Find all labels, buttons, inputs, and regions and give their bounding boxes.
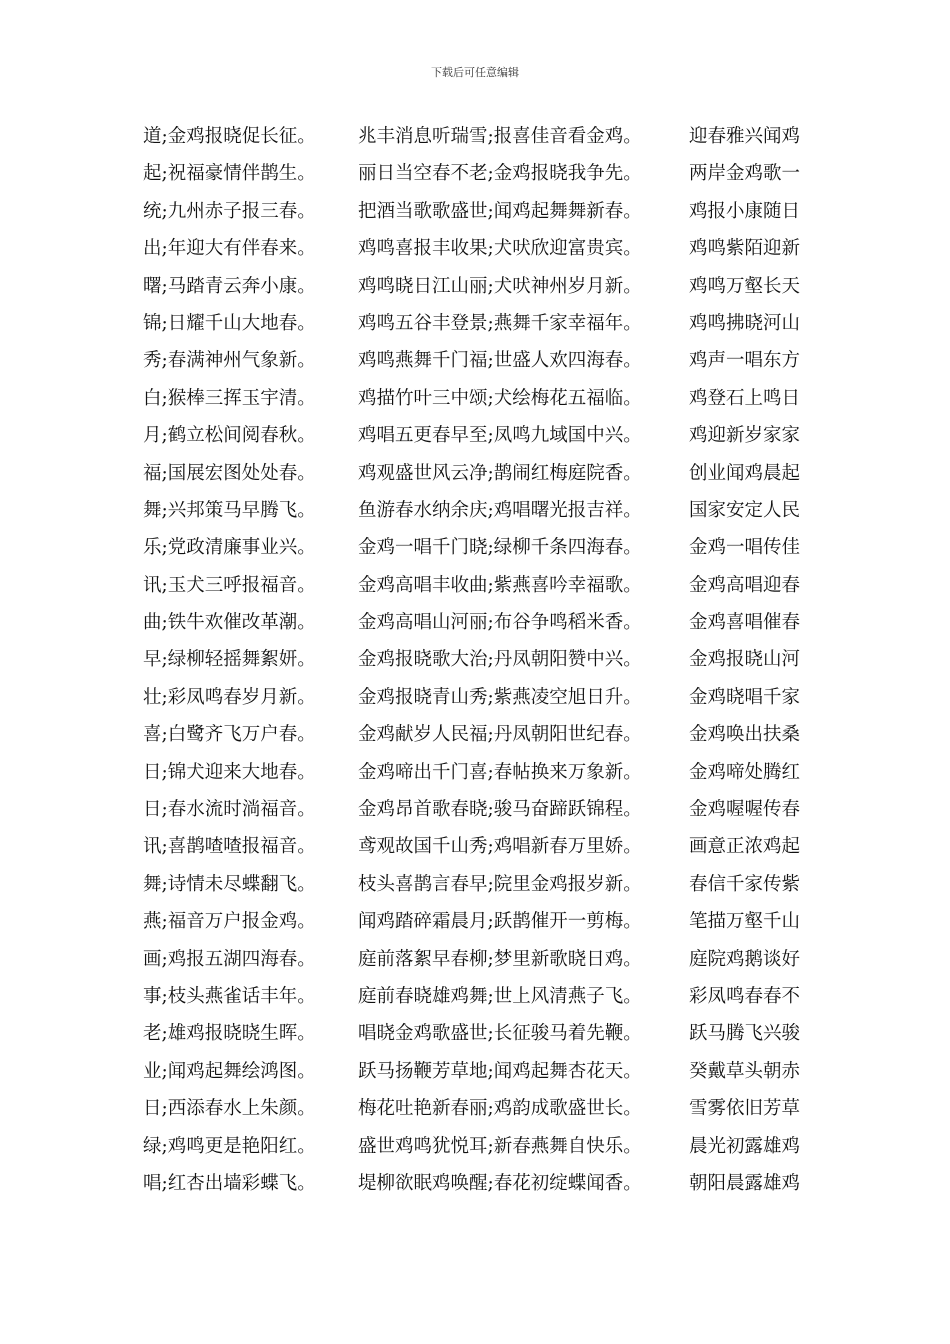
couplet-text-col-3: 金鸡啼处腾红 — [689, 761, 801, 783]
couplet-row — [0, 346, 950, 383]
couplet-text-col-2: 庭前落絮早春柳;梦里新歌晓日鸡。 — [358, 948, 642, 970]
couplet-text-col-2: 丽日当空春不老;金鸡报晓我争先。 — [358, 163, 642, 185]
couplet-text-col-3: 朝阳晨露雄鸡 — [689, 1172, 801, 1194]
couplet-row — [0, 421, 950, 458]
couplet-text-col-1: 燕;福音万户报金鸡。 — [143, 911, 316, 933]
couplet-row — [0, 159, 950, 196]
couplet-text-col-2: 鸡鸣喜报丰收果;犬吠欣迎富贵宾。 — [358, 238, 642, 260]
couplet-text-col-1: 喜;白鹭齐飞万户春。 — [143, 724, 316, 746]
couplet-row — [0, 309, 950, 346]
couplet-text-col-3: 晨光初露雄鸡 — [689, 1135, 801, 1157]
couplet-row — [0, 1057, 950, 1094]
couplet-text-col-2: 鸡鸣燕舞千门福;世盛人欢四海春。 — [358, 350, 642, 372]
couplet-row — [0, 1019, 950, 1056]
couplet-row — [0, 907, 950, 944]
couplet-text-col-3: 鸡鸣拂晓河山 — [689, 312, 801, 334]
couplet-text-col-1: 事;枝头燕雀话丰年。 — [143, 985, 316, 1007]
couplet-text-col-3: 金鸡晓唱千家 — [689, 686, 801, 708]
page-header: 下载后可任意编辑 — [431, 66, 519, 79]
couplet-text-col-2: 鸡观盛世风云净;鹊闹红梅庭院香。 — [358, 462, 642, 484]
couplet-text-col-1: 道;金鸡报晓促长征。 — [143, 126, 316, 147]
couplet-text-col-1: 锦;日耀千山大地春。 — [143, 312, 316, 334]
couplet-text-col-3: 庭院鸡鹅谈好 — [689, 948, 801, 970]
couplet-text-col-3: 雪雾依旧芳草 — [689, 1098, 801, 1120]
couplet-row — [0, 870, 950, 907]
couplet-row — [0, 197, 950, 234]
couplet-text-col-3: 金鸡高唱迎春 — [689, 574, 801, 596]
couplet-text-col-1: 统;九州赤子报三春。 — [143, 200, 316, 222]
couplet-text-col-3: 春信千家传紫 — [689, 873, 801, 895]
couplet-text-col-2: 金鸡一唱千门晓;绿柳千条四海春。 — [358, 537, 642, 559]
couplet-text-col-3: 跃马腾飞兴骏 — [689, 1023, 801, 1045]
couplet-row — [0, 272, 950, 309]
couplet-text-col-2: 堤柳欲眠鸡唤醒;春花初绽蝶闻香。 — [358, 1172, 642, 1194]
couplet-text-col-1: 讯;玉犬三呼报福音。 — [143, 574, 316, 596]
couplet-text-col-3: 金鸡唤出扶桑 — [689, 724, 801, 746]
couplet-text-col-2: 金鸡高唱丰收曲;紫燕喜吟幸福歌。 — [358, 574, 642, 596]
couplet-text-col-1: 业;闻鸡起舞绘鸿图。 — [143, 1060, 316, 1082]
couplet-text-col-1: 月;鹤立松间阅春秋。 — [143, 425, 316, 447]
couplet-row — [0, 1094, 950, 1131]
couplet-text-col-3: 创业闻鸡晨起 — [689, 462, 801, 484]
couplet-text-col-2: 闻鸡踏碎霜晨月;跃鹊催开一剪梅。 — [358, 911, 642, 933]
couplet-row — [0, 234, 950, 271]
couplet-row — [0, 459, 950, 496]
couplet-text-col-2: 金鸡高唱山河丽;布谷争鸣稻米香。 — [358, 612, 642, 634]
couplet-row — [0, 1169, 950, 1206]
couplet-text-col-1: 舞;兴邦策马早腾飞。 — [143, 499, 316, 521]
couplet-text-col-2: 金鸡啼出千门喜;春帖换来万象新。 — [358, 761, 642, 783]
couplet-text-col-1: 讯;喜鹊喳喳报福音。 — [143, 836, 316, 858]
couplet-row — [0, 795, 950, 832]
couplet-text-col-2: 金鸡献岁人民福;丹凤朝阳世纪春。 — [358, 724, 642, 746]
couplet-text-col-1: 福;国展宏图处处春。 — [143, 462, 316, 484]
couplet-row — [0, 571, 950, 608]
couplet-row — [0, 1132, 950, 1169]
couplet-text-col-2: 跃马扬鞭芳草地;闻鸡起舞杏花天。 — [358, 1060, 642, 1082]
couplet-text-col-3: 鸡鸣紫陌迎新 — [689, 238, 801, 260]
couplet-list — [0, 122, 950, 1206]
couplet-text-col-2: 鱼游春水纳余庆;鸡唱曙光报吉祥。 — [358, 499, 642, 521]
couplet-text-col-2: 庭前春晓雄鸡舞;世上风清燕子飞。 — [358, 985, 642, 1007]
couplet-text-col-2: 金鸡昂首歌春晓;骏马奋蹄跃锦程。 — [358, 799, 642, 821]
couplet-text-col-2: 金鸡报晓歌大治;丹凤朝阳赞中兴。 — [358, 649, 642, 671]
couplet-text-col-3: 国家安定人民 — [689, 499, 801, 521]
couplet-text-col-2: 兆丰消息听瑞雪;报喜佳音看金鸡。 — [358, 126, 642, 147]
couplet-row — [0, 720, 950, 757]
couplet-text-col-3: 鸡迎新岁家家 — [689, 425, 801, 447]
couplet-text-col-2: 鸢观故国千山秀;鸡唱新春万里娇。 — [358, 836, 642, 858]
couplet-text-col-1: 曙;马踏青云奔小康。 — [143, 275, 316, 297]
couplet-text-col-1: 早;绿柳轻摇舞絮妍。 — [143, 649, 316, 671]
couplet-text-col-3: 鸡声一唱东方 — [689, 350, 801, 372]
couplet-text-col-3: 迎春雅兴闻鸡 — [689, 126, 801, 147]
couplet-text-col-1: 唱;红杏出墙彩蝶飞。 — [143, 1172, 316, 1194]
couplet-text-col-2: 鸡描竹叶三中颂;犬绘梅花五福临。 — [358, 387, 642, 409]
couplet-text-col-2: 金鸡报晓青山秀;紫燕凌空旭日升。 — [358, 686, 642, 708]
couplet-row — [0, 945, 950, 982]
couplet-row — [0, 832, 950, 869]
couplet-text-col-1: 日;锦犬迎来大地春。 — [143, 761, 316, 783]
couplet-text-col-3: 两岸金鸡歌一 — [689, 163, 801, 185]
couplet-text-col-3: 鸡登石上鸣日 — [689, 387, 801, 409]
couplet-text-col-3: 金鸡一唱传佳 — [689, 537, 801, 559]
couplet-text-col-3: 鸡鸣万壑长天 — [689, 275, 801, 297]
couplet-text-col-1: 秀;春满神州气象新。 — [143, 350, 316, 372]
couplet-text-col-2: 唱晓金鸡歌盛世;长征骏马着先鞭。 — [358, 1023, 642, 1045]
couplet-text-col-1: 白;猴棒三挥玉宇清。 — [143, 387, 316, 409]
couplet-text-col-1: 老;雄鸡报晓晓生晖。 — [143, 1023, 316, 1045]
couplet-row — [0, 533, 950, 570]
couplet-text-col-1: 日;西添春水上朱颜。 — [143, 1098, 316, 1120]
couplet-text-col-1: 曲;铁牛欢催改革潮。 — [143, 612, 316, 634]
couplet-text-col-1: 起;祝福豪情伴鹊生。 — [143, 163, 316, 185]
couplet-text-col-2: 盛世鸡鸣犹悦耳;新春燕舞自快乐。 — [358, 1135, 642, 1157]
couplet-text-col-3: 金鸡报晓山河 — [689, 649, 801, 671]
couplet-text-col-1: 乐;党政清廉事业兴。 — [143, 537, 316, 559]
couplet-text-col-1: 绿;鸡鸣更是艳阳红。 — [143, 1135, 316, 1157]
couplet-text-col-1: 壮;彩凤鸣春岁月新。 — [143, 686, 316, 708]
couplet-text-col-3: 笔描万壑千山 — [689, 911, 801, 933]
couplet-text-col-1: 出;年迎大有伴春来。 — [143, 238, 316, 260]
couplet-row — [0, 608, 950, 645]
couplet-row — [0, 683, 950, 720]
couplet-text-col-3: 鸡报小康随日 — [689, 200, 801, 222]
couplet-text-col-2: 鸡唱五更春早至;凤鸣九域国中兴。 — [358, 425, 642, 447]
couplet-row — [0, 645, 950, 682]
couplet-text-col-3: 彩凤鸣春春不 — [689, 985, 801, 1007]
couplet-text-col-3: 金鸡喔喔传春 — [689, 799, 801, 821]
couplet-text-col-1: 舞;诗情未尽蝶翻飞。 — [143, 873, 316, 895]
couplet-text-col-2: 枝头喜鹊言春早;院里金鸡报岁新。 — [358, 873, 642, 895]
couplet-text-col-1: 画;鸡报五湖四海春。 — [143, 948, 316, 970]
couplet-row — [0, 496, 950, 533]
couplet-text-col-3: 癸戴草头朝赤 — [689, 1060, 801, 1082]
couplet-text-col-2: 鸡鸣五谷丰登景;燕舞千家幸福年。 — [358, 312, 642, 334]
couplet-row — [0, 758, 950, 795]
couplet-row — [0, 384, 950, 421]
couplet-text-col-3: 画意正浓鸡起 — [689, 836, 801, 858]
couplet-row — [0, 122, 950, 159]
couplet-text-col-2: 鸡鸣晓日江山丽;犬吠神州岁月新。 — [358, 275, 642, 297]
couplet-text-col-1: 日;春水流时淌福音。 — [143, 799, 316, 821]
couplet-text-col-3: 金鸡喜唱催春 — [689, 612, 801, 634]
couplet-text-col-2: 把酒当歌歌盛世;闻鸡起舞舞新春。 — [358, 200, 642, 222]
couplet-row — [0, 982, 950, 1019]
couplet-text-col-2: 梅花吐艳新春丽;鸡韵成歌盛世长。 — [358, 1098, 642, 1120]
